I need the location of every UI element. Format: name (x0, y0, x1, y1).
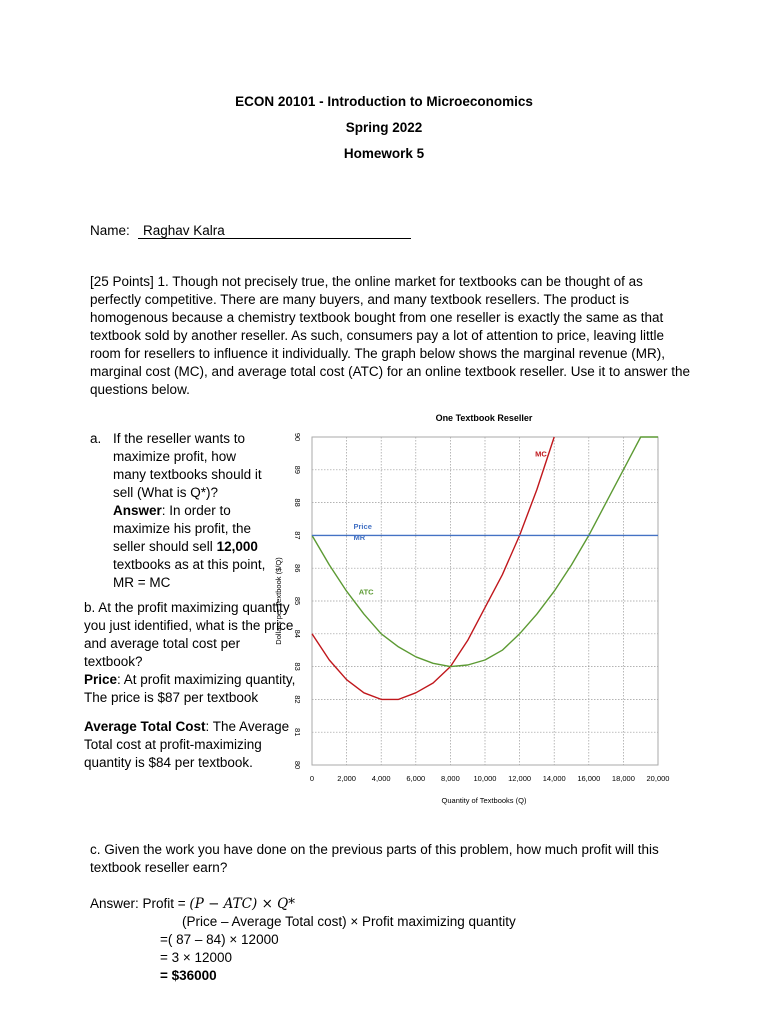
x-tick-label: 2,000 (337, 774, 356, 783)
series-atc-label: ATC (358, 587, 374, 597)
course-title: ECON 20101 - Introduction to Microeconomics (235, 94, 533, 109)
x-tick-label: 12,000 (508, 774, 532, 783)
y-tick-label: 85 (293, 596, 302, 606)
y-tick-label: 88 (293, 498, 302, 507)
part-b-atc-text: : The Average Total cost at profit-maximizing quantity is $84 per textbook. (84, 719, 290, 770)
y-tick-label: 80 (293, 760, 302, 770)
x-tick-label: 14,000 (542, 774, 566, 783)
cost-curves-chart (270, 405, 680, 815)
part-a-answer-text-2: textbooks as at this point, MR = MC (113, 557, 266, 590)
y-axis-label: Dollars per Textbook ($/Q) (274, 557, 283, 645)
part-b-atc-label: Average Total Cost (84, 719, 206, 734)
part-c-answer-prefix: Answer: Profit = (90, 896, 190, 911)
part-a-answer-text-1: : In order to maximize his profit, the seller should sell (113, 503, 252, 554)
chart-grid (312, 437, 658, 765)
y-tick-label: 89 (293, 465, 302, 474)
series-mc-label: MC (535, 449, 547, 459)
y-tick-label: 83 (293, 662, 302, 671)
profit-formula: (P − ATC) × Q* (189, 896, 295, 912)
part-b-price-text: : At profit maximizing quantity, The price is $87 per textbook (84, 672, 296, 705)
x-tick-label: 4,000 (371, 774, 391, 783)
y-tick-labels (293, 433, 302, 769)
name-value[interactable]: Raghav Kalra (138, 223, 411, 239)
part-a-question: If the reseller wants to maximize profit, how many textbooks should it sell (What is Q*)? (113, 431, 262, 500)
part-c-line2: (Price – Average Total cost) × Profit maximizing quantity (182, 914, 516, 929)
assignment-title: Homework 5 (343, 146, 425, 161)
y-tick-label: 82 (293, 695, 302, 704)
term: Spring 2022 (345, 120, 423, 135)
y-tick-label: 86 (293, 564, 302, 573)
x-tick-label: 16,000 (577, 774, 601, 783)
part-a (113, 430, 268, 592)
x-tick-label: 10,000 (473, 774, 497, 783)
part-c-question: c. Given the work you have done on the previous parts of this problem, how much profit will this textbook reseller earn? (90, 842, 659, 875)
y-tick-label: 81 (293, 728, 302, 737)
part-c-answer-line1 (90, 895, 295, 913)
x-tick-label: 6,000 (406, 774, 426, 783)
x-tick-label: 20,000 (646, 774, 670, 783)
x-tick-label: 0 (309, 774, 315, 783)
x-tick-labels (310, 774, 670, 783)
x-axis-label: Quantity of Textbooks (Q) (441, 796, 527, 805)
part-c-line3: =( 87 – 84) × 12000 (160, 932, 279, 947)
part-b-question: b. At the profit maximizing quantity you just identified, what is the price and average total cost per textbook? (84, 600, 294, 669)
x-tick-label: 18,000 (611, 774, 635, 783)
problem-intro: [25 Points] 1. Though not precisely true, the online market for textbooks can be thought of as perfectly competitive. There are many buyers, and many textbook resellers. The product is homogenous because a chemistry textbook bought from one reseller is exactly the same as that textbook sold by another reseller. As such, consumers pay a lot of attention to price, leaving little room for resellers to influence it individually. The graph below shows the marginal revenue (MR), marginal cost (MC), and average total cost (ATC) for an online textbook reseller. Use it to answer the questions below. (90, 274, 691, 397)
part-c-result: = $36000 (160, 968, 217, 983)
y-tick-label: 84 (293, 629, 302, 638)
series-price-mr-label: Price (353, 521, 372, 531)
part-a-answer-bold: 12,000 (216, 539, 258, 554)
chart-title: One Textbook Reseller (435, 413, 533, 423)
y-tick-label: 90 (293, 432, 302, 442)
series-price-mr-label: MR (353, 532, 366, 542)
x-tick-label: 8,000 (441, 774, 460, 783)
part-a-marker: a. (90, 431, 102, 446)
part-b-price-label: Price (84, 672, 118, 687)
y-tick-label: 87 (293, 531, 302, 540)
name-label: Name: (90, 223, 130, 238)
part-c-line4: = 3 × 12000 (160, 950, 233, 965)
part-a-answer-label: Answer (113, 503, 162, 518)
